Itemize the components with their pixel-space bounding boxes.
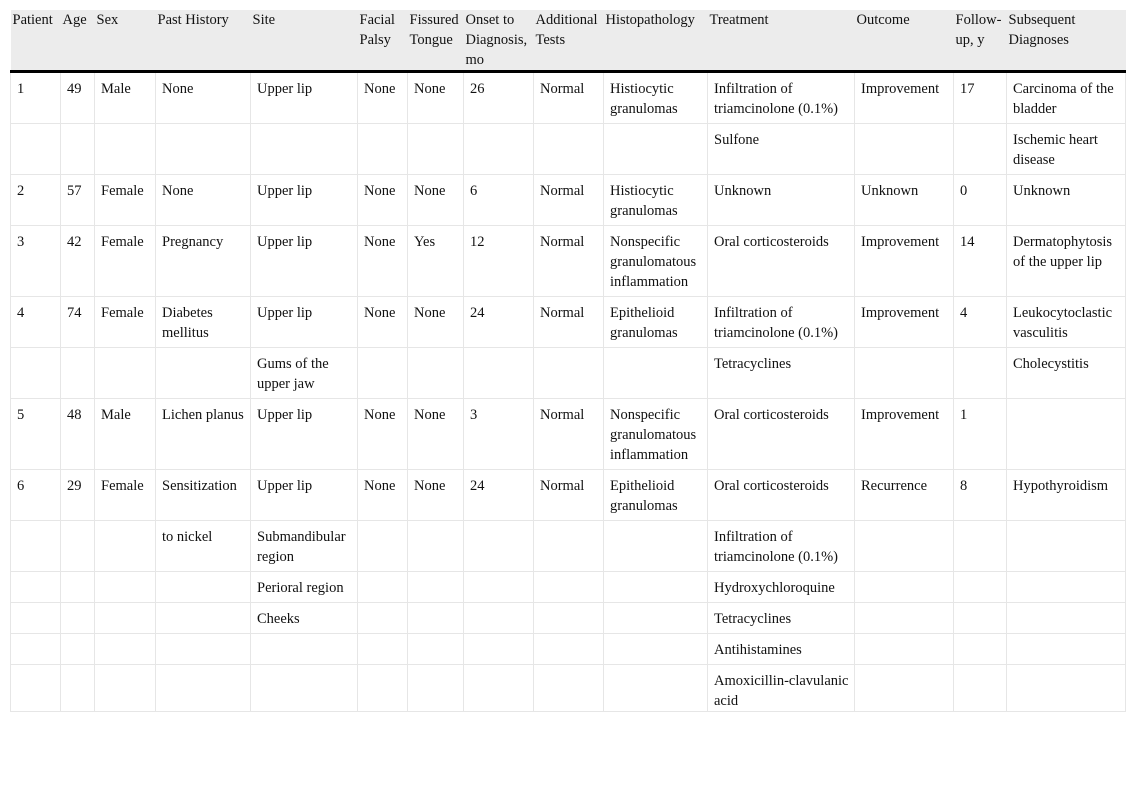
cell-site: Cheeks xyxy=(251,603,358,634)
table-row xyxy=(11,634,1126,665)
cell-past-history: Sensitization xyxy=(156,470,251,521)
cell-treatment: Sulfone xyxy=(708,124,855,175)
cell-fissured-tongue xyxy=(408,572,464,603)
cell-treatment: Oral corticosteroids xyxy=(708,470,855,521)
header-past-history: Past History xyxy=(156,10,251,72)
cell-follow-up: 1 xyxy=(954,399,1007,470)
cell-treatment: Infiltration of triamcinolone (0.1%) xyxy=(708,521,855,572)
cell-outcome xyxy=(855,348,954,399)
cell-age xyxy=(61,521,95,572)
cell-past-history xyxy=(156,572,251,603)
cell-histopathology xyxy=(604,665,708,712)
table-row xyxy=(11,226,1126,297)
cell-facial-palsy xyxy=(358,521,408,572)
cell-fissured-tongue: None xyxy=(408,72,464,124)
cell-subsequent-diagnoses xyxy=(1007,634,1126,665)
cell-age xyxy=(61,665,95,712)
header-subsequent-diagnoses: Subsequent Diagnoses xyxy=(1007,10,1126,72)
cell-onset-to-diagnosis xyxy=(464,572,534,603)
cell-outcome xyxy=(855,603,954,634)
cell-past-history: None xyxy=(156,72,251,124)
cell-additional-tests xyxy=(534,665,604,712)
cell-facial-palsy xyxy=(358,348,408,399)
cell-age: 48 xyxy=(61,399,95,470)
cell-histopathology: Histiocytic granulomas xyxy=(604,72,708,124)
cell-facial-palsy: None xyxy=(358,470,408,521)
cell-facial-palsy: None xyxy=(358,226,408,297)
cell-facial-palsy: None xyxy=(358,297,408,348)
cell-fissured-tongue: None xyxy=(408,175,464,226)
header-outcome: Outcome xyxy=(855,10,954,72)
cell-follow-up xyxy=(954,124,1007,175)
cell-fissured-tongue xyxy=(408,348,464,399)
cell-sex: Male xyxy=(95,399,156,470)
cell-outcome: Improvement xyxy=(855,226,954,297)
cell-sex xyxy=(95,572,156,603)
cell-age: 42 xyxy=(61,226,95,297)
cell-patient xyxy=(11,572,61,603)
cell-additional-tests xyxy=(534,348,604,399)
cell-treatment: Oral corticosteroids xyxy=(708,399,855,470)
header-row xyxy=(11,10,1126,72)
cell-additional-tests xyxy=(534,521,604,572)
table-row xyxy=(11,572,1126,603)
cell-age xyxy=(61,572,95,603)
cell-treatment: Tetracyclines xyxy=(708,348,855,399)
cell-subsequent-diagnoses xyxy=(1007,521,1126,572)
header-age: Age xyxy=(61,10,95,72)
table-row xyxy=(11,297,1126,348)
table-row xyxy=(11,399,1126,470)
cell-treatment: Infiltration of triamcinolone (0.1%) xyxy=(708,72,855,124)
cell-patient: 5 xyxy=(11,399,61,470)
cell-past-history: to nickel xyxy=(156,521,251,572)
cell-sex xyxy=(95,603,156,634)
cell-onset-to-diagnosis: 12 xyxy=(464,226,534,297)
cell-past-history xyxy=(156,124,251,175)
cell-treatment: Hydroxychloroquine xyxy=(708,572,855,603)
cell-follow-up: 14 xyxy=(954,226,1007,297)
cell-outcome xyxy=(855,634,954,665)
cell-past-history xyxy=(156,348,251,399)
cell-age xyxy=(61,348,95,399)
cell-treatment: Oral corticosteroids xyxy=(708,226,855,297)
cell-site: Upper lip xyxy=(251,175,358,226)
cell-site: Gums of the upper jaw xyxy=(251,348,358,399)
cell-site xyxy=(251,665,358,712)
cell-subsequent-diagnoses: Carcinoma of the bladder xyxy=(1007,72,1126,124)
cell-site: Upper lip xyxy=(251,399,358,470)
cell-follow-up xyxy=(954,603,1007,634)
cell-onset-to-diagnosis: 24 xyxy=(464,470,534,521)
cell-outcome: Unknown xyxy=(855,175,954,226)
cell-fissured-tongue xyxy=(408,665,464,712)
cell-subsequent-diagnoses: Dermatophytosis of the upper lip xyxy=(1007,226,1126,297)
cell-outcome xyxy=(855,124,954,175)
cell-sex: Female xyxy=(95,175,156,226)
cell-site: Upper lip xyxy=(251,72,358,124)
cell-patient: 3 xyxy=(11,226,61,297)
cell-outcome xyxy=(855,521,954,572)
cell-histopathology: Histiocytic granulomas xyxy=(604,175,708,226)
cell-age: 74 xyxy=(61,297,95,348)
cell-additional-tests: Normal xyxy=(534,226,604,297)
cell-subsequent-diagnoses: Cholecystitis xyxy=(1007,348,1126,399)
cell-patient: 2 xyxy=(11,175,61,226)
cell-patient xyxy=(11,521,61,572)
cell-site: Perioral region xyxy=(251,572,358,603)
cell-site: Upper lip xyxy=(251,470,358,521)
cell-histopathology xyxy=(604,634,708,665)
cell-histopathology xyxy=(604,521,708,572)
cell-histopathology: Nonspecific granulomatous inflammation xyxy=(604,226,708,297)
cell-fissured-tongue xyxy=(408,124,464,175)
cell-past-history: Pregnancy xyxy=(156,226,251,297)
cell-site xyxy=(251,634,358,665)
cell-treatment: Unknown xyxy=(708,175,855,226)
cell-subsequent-diagnoses: Hypothyroidism xyxy=(1007,470,1126,521)
cell-facial-palsy xyxy=(358,665,408,712)
cell-onset-to-diagnosis xyxy=(464,634,534,665)
cell-fissured-tongue: Yes xyxy=(408,226,464,297)
table-row xyxy=(11,603,1126,634)
cell-follow-up: 8 xyxy=(954,470,1007,521)
cell-onset-to-diagnosis xyxy=(464,603,534,634)
cell-age xyxy=(61,603,95,634)
cell-patient xyxy=(11,603,61,634)
cell-histopathology xyxy=(604,603,708,634)
cell-fissured-tongue xyxy=(408,634,464,665)
header-follow-up: Follow-up, y xyxy=(954,10,1007,72)
cell-histopathology: Nonspecific granulomatous inflammation xyxy=(604,399,708,470)
cell-follow-up xyxy=(954,348,1007,399)
cell-fissured-tongue: None xyxy=(408,399,464,470)
cell-histopathology xyxy=(604,348,708,399)
cell-patient: 1 xyxy=(11,72,61,124)
cell-additional-tests: Normal xyxy=(534,72,604,124)
cell-patient: 4 xyxy=(11,297,61,348)
header-patient: Patient xyxy=(11,10,61,72)
cell-follow-up: 0 xyxy=(954,175,1007,226)
cell-onset-to-diagnosis: 24 xyxy=(464,297,534,348)
cell-follow-up: 4 xyxy=(954,297,1007,348)
table-row xyxy=(11,348,1126,399)
cell-outcome: Recurrence xyxy=(855,470,954,521)
cell-additional-tests xyxy=(534,603,604,634)
cell-subsequent-diagnoses: Ischemic heart disease xyxy=(1007,124,1126,175)
cell-fissured-tongue xyxy=(408,521,464,572)
cell-patient xyxy=(11,348,61,399)
cell-additional-tests: Normal xyxy=(534,399,604,470)
cell-histopathology xyxy=(604,124,708,175)
cell-treatment: Amoxicillin-clavulanic acid xyxy=(708,665,855,712)
cell-onset-to-diagnosis xyxy=(464,124,534,175)
cell-past-history xyxy=(156,665,251,712)
cell-past-history: Lichen planus xyxy=(156,399,251,470)
cell-patient xyxy=(11,634,61,665)
header-treatment: Treatment xyxy=(708,10,855,72)
cell-sex xyxy=(95,521,156,572)
table-row xyxy=(11,124,1126,175)
cell-subsequent-diagnoses xyxy=(1007,665,1126,712)
cell-subsequent-diagnoses: Unknown xyxy=(1007,175,1126,226)
cell-sex xyxy=(95,348,156,399)
cell-outcome xyxy=(855,572,954,603)
header-onset-to-diagnosis: Onset to Diagnosis, mo xyxy=(464,10,534,72)
cell-treatment: Infiltration of triamcinolone (0.1%) xyxy=(708,297,855,348)
cell-subsequent-diagnoses xyxy=(1007,603,1126,634)
cell-past-history xyxy=(156,634,251,665)
cell-outcome xyxy=(855,665,954,712)
header-facial-palsy: Facial Palsy xyxy=(358,10,408,72)
cell-histopathology xyxy=(604,572,708,603)
cell-follow-up xyxy=(954,572,1007,603)
cell-age: 49 xyxy=(61,72,95,124)
cell-sex xyxy=(95,124,156,175)
table-row xyxy=(11,175,1126,226)
cell-facial-palsy xyxy=(358,603,408,634)
cell-facial-palsy xyxy=(358,634,408,665)
cell-onset-to-diagnosis xyxy=(464,348,534,399)
cell-sex: Female xyxy=(95,297,156,348)
cell-additional-tests xyxy=(534,634,604,665)
cell-site: Submandibular region xyxy=(251,521,358,572)
cell-site xyxy=(251,124,358,175)
cell-onset-to-diagnosis: 6 xyxy=(464,175,534,226)
cell-patient: 6 xyxy=(11,470,61,521)
cell-subsequent-diagnoses xyxy=(1007,572,1126,603)
cell-sex xyxy=(95,634,156,665)
cell-facial-palsy: None xyxy=(358,175,408,226)
cell-patient xyxy=(11,665,61,712)
cell-follow-up: 17 xyxy=(954,72,1007,124)
cell-onset-to-diagnosis xyxy=(464,521,534,572)
cell-additional-tests xyxy=(534,572,604,603)
cell-additional-tests: Normal xyxy=(534,470,604,521)
cell-outcome: Improvement xyxy=(855,72,954,124)
table-row xyxy=(11,72,1126,124)
cell-onset-to-diagnosis: 3 xyxy=(464,399,534,470)
cell-subsequent-diagnoses: Leukocytoclastic vasculitis xyxy=(1007,297,1126,348)
header-site: Site xyxy=(251,10,358,72)
cell-treatment: Tetracyclines xyxy=(708,603,855,634)
table-body xyxy=(11,72,1126,712)
cell-patient xyxy=(11,124,61,175)
cell-follow-up xyxy=(954,634,1007,665)
header-sex: Sex xyxy=(95,10,156,72)
cell-facial-palsy xyxy=(358,124,408,175)
cell-past-history: Diabetes mellitus xyxy=(156,297,251,348)
table-row xyxy=(11,665,1126,712)
cell-facial-palsy xyxy=(358,572,408,603)
header-additional-tests: Additional Tests xyxy=(534,10,604,72)
table-row xyxy=(11,470,1126,521)
cell-age: 29 xyxy=(61,470,95,521)
cell-histopathology: Epithelioid granulomas xyxy=(604,297,708,348)
cell-age xyxy=(61,124,95,175)
cell-subsequent-diagnoses xyxy=(1007,399,1126,470)
table-row xyxy=(11,521,1126,572)
cell-facial-palsy: None xyxy=(358,72,408,124)
cell-treatment: Antihistamines xyxy=(708,634,855,665)
cell-age: 57 xyxy=(61,175,95,226)
cell-histopathology: Epithelioid granulomas xyxy=(604,470,708,521)
cell-follow-up xyxy=(954,665,1007,712)
cell-additional-tests xyxy=(534,124,604,175)
cell-fissured-tongue: None xyxy=(408,297,464,348)
patient-table xyxy=(10,10,1126,712)
cell-onset-to-diagnosis xyxy=(464,665,534,712)
cell-site: Upper lip xyxy=(251,297,358,348)
cell-sex: Female xyxy=(95,470,156,521)
cell-sex: Male xyxy=(95,72,156,124)
cell-site: Upper lip xyxy=(251,226,358,297)
header-fissured-tongue: Fissured Tongue xyxy=(408,10,464,72)
cell-past-history: None xyxy=(156,175,251,226)
cell-past-history xyxy=(156,603,251,634)
cell-follow-up xyxy=(954,521,1007,572)
cell-fissured-tongue: None xyxy=(408,470,464,521)
cell-onset-to-diagnosis: 26 xyxy=(464,72,534,124)
cell-additional-tests: Normal xyxy=(534,297,604,348)
cell-fissured-tongue xyxy=(408,603,464,634)
cell-outcome: Improvement xyxy=(855,399,954,470)
cell-sex xyxy=(95,665,156,712)
header-histopathology: Histopathology xyxy=(604,10,708,72)
cell-additional-tests: Normal xyxy=(534,175,604,226)
cell-sex: Female xyxy=(95,226,156,297)
cell-age xyxy=(61,634,95,665)
cell-facial-palsy: None xyxy=(358,399,408,470)
cell-outcome: Improvement xyxy=(855,297,954,348)
